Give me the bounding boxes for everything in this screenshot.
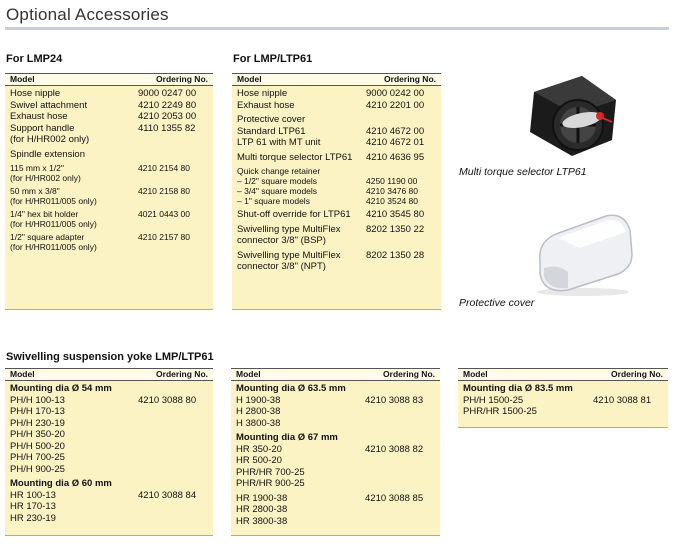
- model-cell: 50 mm x 3/8" (for H/HR011/005 only): [10, 186, 97, 206]
- ordering-column-header: Ordering No.: [384, 73, 436, 84]
- table-row: [232, 88, 441, 100]
- lmp24-table: [5, 73, 213, 310]
- yoke-section-title: Swivelling suspension yoke LMP/LTP61: [6, 351, 214, 363]
- ordering-number-cell: 4210 2158 80: [138, 186, 190, 196]
- mounting-group-heading: Mounting dia Ø 83.5 mm: [463, 383, 573, 394]
- model-cell: Exhaust hose: [237, 99, 295, 111]
- ordering-number-cell: 4250 1190 00 4210 3476 80 4210 3524 80: [366, 176, 418, 206]
- multi-torque-selector-caption: Multi torque selector LTP61: [459, 166, 587, 178]
- ordering-number-cell: 4110 1355 82: [138, 122, 196, 134]
- model-cell: Spindle extension: [10, 148, 85, 160]
- ordering-column-header: Ordering No.: [156, 368, 208, 379]
- model-cell: PH/H 100-13 PH/H 170-13 PH/H 230-19 PH/H 350-20 PH/H 500-20 PH/H 700-25 PH/H 900-25: [10, 394, 65, 475]
- mounting-group-heading: Mounting dia Ø 63.5 mm: [236, 383, 346, 394]
- table-header: [231, 368, 440, 381]
- model-cell: HR 350-20 HR 500-20 PHR/HR 700-25 PHR/HR 900-25: [236, 443, 305, 489]
- multi-torque-selector-image: [520, 70, 620, 165]
- model-cell: Shut-off override for LTP61: [237, 209, 351, 220]
- ordering-number-cell: 4210 3088 80: [138, 394, 197, 406]
- table-row: [232, 224, 441, 247]
- model-cell: Hose nipple: [237, 88, 288, 99]
- ordering-number-cell: 9000 0247 00: [138, 88, 197, 99]
- model-column-header: Model: [237, 73, 262, 84]
- ordering-number-cell: 4210 3088 84: [138, 489, 197, 501]
- yoke-table-2: [231, 368, 440, 536]
- page-title: Optional Accessories: [6, 5, 169, 24]
- ordering-number-cell: 4210 4672 00 4210 4672 01: [366, 125, 425, 148]
- ordering-number-cell: 4210 3088 82: [365, 443, 424, 455]
- model-cell: Protective cover Standard LTP61 LTP 61 with MT unit: [237, 114, 321, 148]
- lmp61-table: [232, 73, 441, 310]
- model-cell: Support handle (for H/HR002 only): [10, 122, 90, 145]
- table-row: [232, 100, 441, 112]
- table-row: [5, 149, 213, 161]
- ordering-number-cell: 4210 2154 80: [138, 163, 190, 173]
- table-row: [232, 114, 441, 149]
- model-column-header: Model: [463, 368, 488, 379]
- yoke-table-1: [5, 368, 213, 536]
- model-cell: 115 mm x 1/2" (for H/HR002 only): [10, 163, 81, 183]
- table-row: [232, 166, 441, 206]
- protective-cover-image: [528, 208, 638, 303]
- ordering-number-cell: 9000 0242 00: [366, 88, 425, 99]
- model-cell: Exhaust hose: [10, 111, 68, 122]
- table-row: [5, 232, 213, 252]
- model-cell: H 1900-38 H 2800-38 H 3800-38: [236, 394, 281, 429]
- model-cell: Hose nipple: [10, 88, 61, 99]
- ordering-number-cell: 4210 2201 00: [366, 99, 425, 111]
- table-row: [5, 88, 213, 100]
- lmp61-section-title: For LMP/LTP61: [233, 53, 313, 65]
- table-header: [5, 73, 213, 86]
- table-row: [5, 163, 213, 183]
- ordering-number-cell: 4210 3545 80: [366, 209, 425, 220]
- yoke-table-3: [458, 368, 668, 428]
- table-row: [5, 123, 213, 146]
- ordering-column-header: Ordering No.: [156, 73, 208, 84]
- table-header: [232, 73, 441, 86]
- table-row: [5, 186, 213, 206]
- model-cell: 1/2" square adapter (for H/HR011/005 only): [10, 232, 97, 252]
- model-cell: PH/H 1500-25 PHR/HR 1500-25: [463, 394, 537, 417]
- table-row: [5, 100, 213, 112]
- model-cell: HR 1900-38 HR 2800-38 HR 3800-38: [236, 492, 288, 527]
- table-row: [458, 395, 668, 418]
- model-cell: 1/4" hex bit holder (for H/HR011/005 only): [10, 209, 97, 229]
- lmp24-section-title: For LMP24: [6, 53, 63, 65]
- model-cell: Swivelling type MultiFlex connector 3/8" (BSP): [237, 223, 341, 246]
- model-cell: HR 100-13 HR 170-13 HR 230-19: [10, 489, 56, 524]
- model-cell: Quick change retainer – 1/2" square models – 3/4" square models – 1" square models: [237, 166, 321, 206]
- mounting-group-heading: Mounting dia Ø 54 mm: [10, 383, 112, 394]
- table-row: [232, 152, 441, 164]
- mounting-group-heading: Mounting dia Ø 67 mm: [236, 432, 338, 443]
- table-row: [232, 209, 441, 221]
- ordering-column-header: Ordering No.: [611, 368, 663, 379]
- ordering-number-cell: 8202 1350 22: [366, 223, 425, 235]
- model-cell: Multi torque selector LTP61: [237, 151, 353, 163]
- model-cell: Swivelling type MultiFlex connector 3/8" (NPT): [237, 249, 341, 272]
- ordering-number-cell: 4210 2157 80: [138, 232, 190, 242]
- ordering-number-cell: [138, 149, 208, 161]
- table-row: [5, 395, 213, 476]
- ordering-number-cell: 4021 0443 00: [138, 209, 190, 219]
- model-column-header: Model: [10, 73, 35, 84]
- ordering-number-cell: 4210 3088 81: [593, 394, 652, 406]
- ordering-column-header: Ordering No.: [383, 368, 435, 379]
- table-row: [5, 490, 213, 525]
- table-row: [5, 111, 213, 123]
- ordering-number-cell: 4210 4636 95: [366, 151, 425, 163]
- table-row: [5, 209, 213, 229]
- ordering-number-cell: 4210 2249 80: [138, 99, 197, 111]
- model-cell: Swivel attachment: [10, 99, 88, 111]
- title-divider: [5, 27, 669, 30]
- table-row: [231, 444, 440, 490]
- ordering-number-cell: 4210 3088 83: [365, 394, 424, 406]
- ordering-number-cell: 4210 3088 85: [365, 492, 424, 504]
- table-row: [231, 493, 440, 528]
- ordering-number-cell: 8202 1350 28: [366, 249, 425, 261]
- table-header: [5, 368, 213, 381]
- table-row: [232, 250, 441, 273]
- table-header: [458, 368, 668, 381]
- mounting-group-heading: Mounting dia Ø 60 mm: [10, 478, 112, 489]
- table-row: [231, 395, 440, 430]
- ordering-number-cell: 4210 2053 00: [138, 111, 197, 122]
- protective-cover-caption: Protective cover: [459, 297, 535, 309]
- model-column-header: Model: [236, 368, 261, 379]
- model-column-header: Model: [10, 368, 35, 379]
